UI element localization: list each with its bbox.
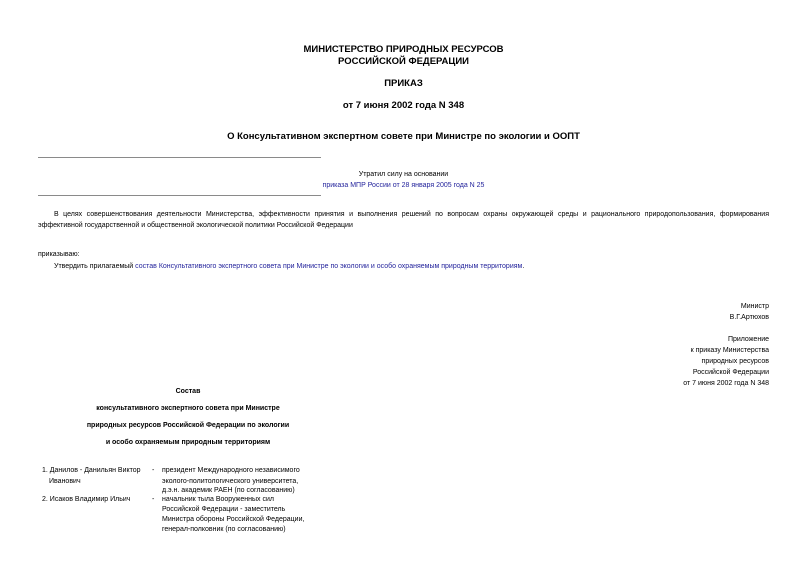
divider-bottom (38, 195, 321, 196)
repeal-note: Утратил силу на основании (358, 171, 449, 178)
signature-name: В.Г.Артюхов (729, 314, 769, 321)
member-role: Министра обороны Российской Федерации, (162, 516, 305, 523)
member-role: Российской Федерации - заместитель (162, 506, 286, 513)
order-word: приказываю: (38, 251, 80, 258)
appendix-line: Приложение (727, 336, 769, 343)
composition-title: Состав (175, 388, 201, 395)
approve-prefix: Утвердить прилагаемый (54, 263, 136, 270)
member-name: 1. Данилов - Данильян Виктор (42, 467, 141, 474)
composition-subtitle: и особо охраняемым природным территориям (105, 439, 271, 446)
member-role: начальник тыла Вооруженных сил (162, 496, 274, 503)
divider-top (38, 157, 321, 158)
composition-link[interactable]: состав Консультативного экспертного совета при Министре по экологии и особо охраняемым природным территориям (135, 263, 523, 270)
member-role: эколого-политологического университета, (162, 478, 299, 485)
member-name: 2. Исаков Владимир Ильич (42, 496, 131, 503)
ministry-name-line1: МИНИСТЕРСТВО ПРИРОДНЫХ РЕСУРСОВ (303, 44, 504, 55)
composition-subtitle: консультативного экспертного совета при Министре (96, 405, 280, 412)
appendix-line: природных ресурсов (701, 358, 769, 365)
member-role: генерал-полковник (по согласованию) (162, 526, 286, 533)
signature-position: Министр (740, 303, 769, 310)
member-name: Иванович (49, 478, 81, 485)
document-title: О Консультативном экспертном совете при Министре по экологии и ООПТ (227, 131, 580, 142)
appendix-line: от 7 июня 2002 года N 348 (683, 380, 769, 387)
document-type: ПРИКАЗ (384, 78, 423, 89)
appendix-line: Российской Федерации (692, 369, 769, 376)
member-role: президент Международного независимого (162, 467, 300, 474)
appendix-line: к приказу Министерства (690, 347, 769, 354)
document-date: от 7 июня 2002 года N 348 (342, 100, 465, 111)
ministry-name-line2: РОССИЙСКОЙ ФЕДЕРАЦИИ (337, 56, 469, 67)
composition-subtitle: природных ресурсов Российской Федерации по экологии (86, 422, 290, 429)
member-dash: - (152, 496, 155, 503)
repeal-order-link[interactable]: приказа МПР России от 28 января 2005 года N 25 (322, 182, 485, 189)
member-role: д.э.н. академик РАЕН (по согласованию) (162, 487, 295, 494)
member-dash: - (152, 467, 155, 474)
approve-suffix: . (522, 263, 525, 270)
preamble-paragraph: В целях совершенствования деятельности Министерства, эффективности принятия и выполнения решений по вопросам охраны окружающей среды и рационального природопользования, формирования эффективной государственной и общественной экологической политики Российской Федерации (38, 211, 769, 229)
approve-sentence (54, 261, 524, 272)
